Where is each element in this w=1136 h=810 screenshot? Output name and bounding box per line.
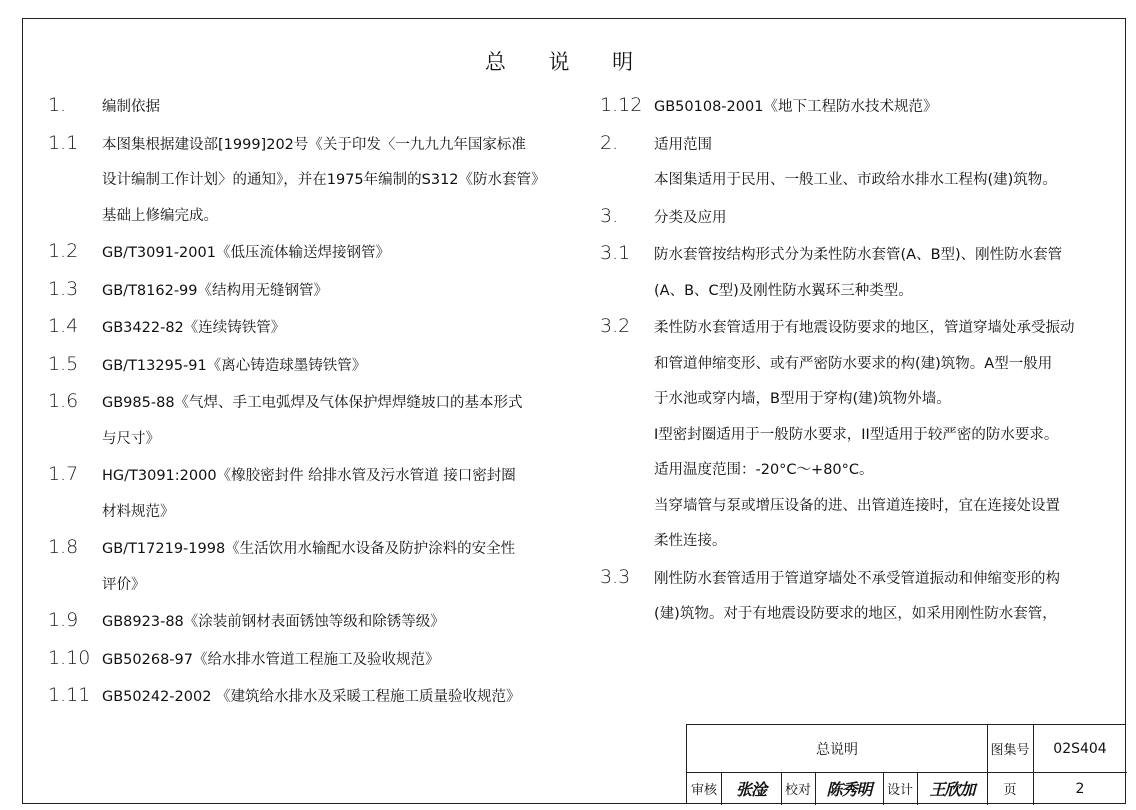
clause-number: 1.10 [48,646,91,669]
clause-item [600,309,1110,347]
clause-number: 1.12 [600,94,643,116]
clause-text-continued: 设计编制工作计划〉的通知》，并在1975年编制的S312《防水套管》 [102,172,546,188]
check-label: 校对 [784,783,811,798]
page-label: 页 [1003,783,1017,798]
design-label: 设计 [886,783,913,798]
clause-item [48,384,588,422]
atlas-label: 图集号 [990,743,1030,758]
clause-text-continued: (建)筑物。对于有地震设防要求的地区，如采用刚性防水套管， [654,606,1057,622]
clause-number: 1.6 [48,390,79,412]
clause-number: 1.4 [48,315,79,337]
clause-text: GB/T13295-91《离心铸造球墨铸铁管》 [102,357,367,374]
reviewer-signature: 张淦 [735,780,766,799]
clause-text: GB/T3091-2001《低压流体输送焊接钢管》 [102,245,390,261]
page-title: 总 说 明 [484,50,652,74]
clause-item [48,347,588,385]
clause-text: 柔性防水套管适用于有地震设防要求的地区，管道穿墙处承受振动 [654,320,1075,336]
clause-item [48,603,588,641]
clause-text-continued: 材料规范》 [102,503,175,520]
clause-item [600,560,1110,598]
clause-number: 2. [600,131,619,154]
clause-number: 1.3 [48,277,79,300]
left-column [48,88,588,716]
clause-text-continued: I型密封圈适用于一般防水要求，II型适用于较严密的防水要求。 [654,426,1059,443]
clause-item [600,88,1110,126]
clause-item [48,457,588,495]
clause-item [48,88,588,126]
clause-text-continued: 与尺寸》 [102,430,160,447]
clause-number: 1.5 [48,352,79,375]
clause-number: 1.1 [48,131,79,154]
clause-text: GB50242-2002 《建筑给水排水及采暖工程施工质量验收规范》 [102,689,521,705]
clause-number: 1.9 [48,609,79,631]
clause-text-continued: 和管道伸缩变形、或有严密防水要求的构(建)筑物。A型一般用 [654,355,1053,372]
clause-item [600,126,1110,164]
clause-number: 1.8 [48,536,79,558]
clause-text: GB50108-2001《地下工程防水技术规范》 [654,99,938,115]
clause-item [600,199,1110,237]
clause-text-continued: 柔性连接。 [654,533,727,549]
clause-number: 3.2 [600,315,631,337]
clause-text: 适用范围 [654,136,712,153]
clause-text: 分类及应用 [654,209,727,226]
clause-text-continued: 于水池或穿内墙，B型用于穿构(建)筑物外墙。 [654,391,951,407]
clause-number: 1.11 [48,684,91,706]
right-column [600,88,1110,633]
clause-item [48,678,588,716]
clause-text-continued: 本图集适用于民用、一般工业、市政给水排水工程构(建)筑物。 [654,172,1057,188]
clause-text-continued: (A、B、C型)及刚性防水翼环三种类型。 [654,282,913,299]
clause-text: 本图集根据建设部[1999]202号《关于印发〈一九九九年国家标准 [102,136,526,153]
clause-number: 3.3 [600,565,631,588]
clause-text-continued: 评价》 [102,576,146,593]
clause-text-continued: 当穿墙管与泵或增压设备的进、出管道连接时，宜在连接处设置 [654,497,1060,514]
checker-signature: 陈秀明 [826,780,872,799]
clause-text: GB3422-82《连续铸铁管》 [102,320,286,336]
clause-text: 刚性防水套管适用于管道穿墙处不承受管道振动和伸缩变形的构 [654,570,1060,587]
drawing-name: 总说明 [816,741,858,758]
title-block [686,724,1126,804]
clause-number: 3.1 [600,242,631,264]
clause-text: GB50268-97《给水排水管道工程施工及验收规范》 [102,651,440,668]
clause-text: 防水套管按结构形式分为柔性防水套管(A、B型)、刚性防水套管 [654,247,1063,263]
clause-number: 1.2 [48,240,79,262]
clause-text: GB8923-88《涂装前钢材表面锈蚀等级和除锈等级》 [102,614,445,630]
clause-text: GB985-88《气焊、手工电弧焊及气体保护焊焊缝坡口的基本形式 [102,395,523,411]
clause-text-continued: 适用温度范围：-20°C～+80°C。 [654,462,874,478]
clause-item [48,309,588,347]
review-label: 审核 [690,783,717,798]
page-number: 2 [1075,780,1085,797]
clause-item [600,236,1110,274]
clause-item [48,641,588,679]
clause-number: 1.7 [48,463,79,485]
clause-number: 3. [600,204,619,227]
clause-text: GB/T17219-1998《生活饮用水输配水设备及防护涂料的安全性 [102,541,516,557]
clause-item [48,272,588,310]
clause-item [48,234,588,272]
clause-text-continued: 基础上修编完成。 [102,207,218,224]
clause-number: 1. [48,94,67,116]
clause-text: GB/T8162-99《结构用无缝钢管》 [102,282,329,299]
clause-item [48,126,588,164]
clause-item [48,530,588,568]
designer-signature: 王欣加 [929,780,975,799]
atlas-number: 02S404 [1053,740,1107,757]
clause-text: HG/T3091:2000《橡胶密封件 给排水管及污水管道 接口密封圈 [102,468,516,484]
clause-text: 编制依据 [102,99,160,115]
